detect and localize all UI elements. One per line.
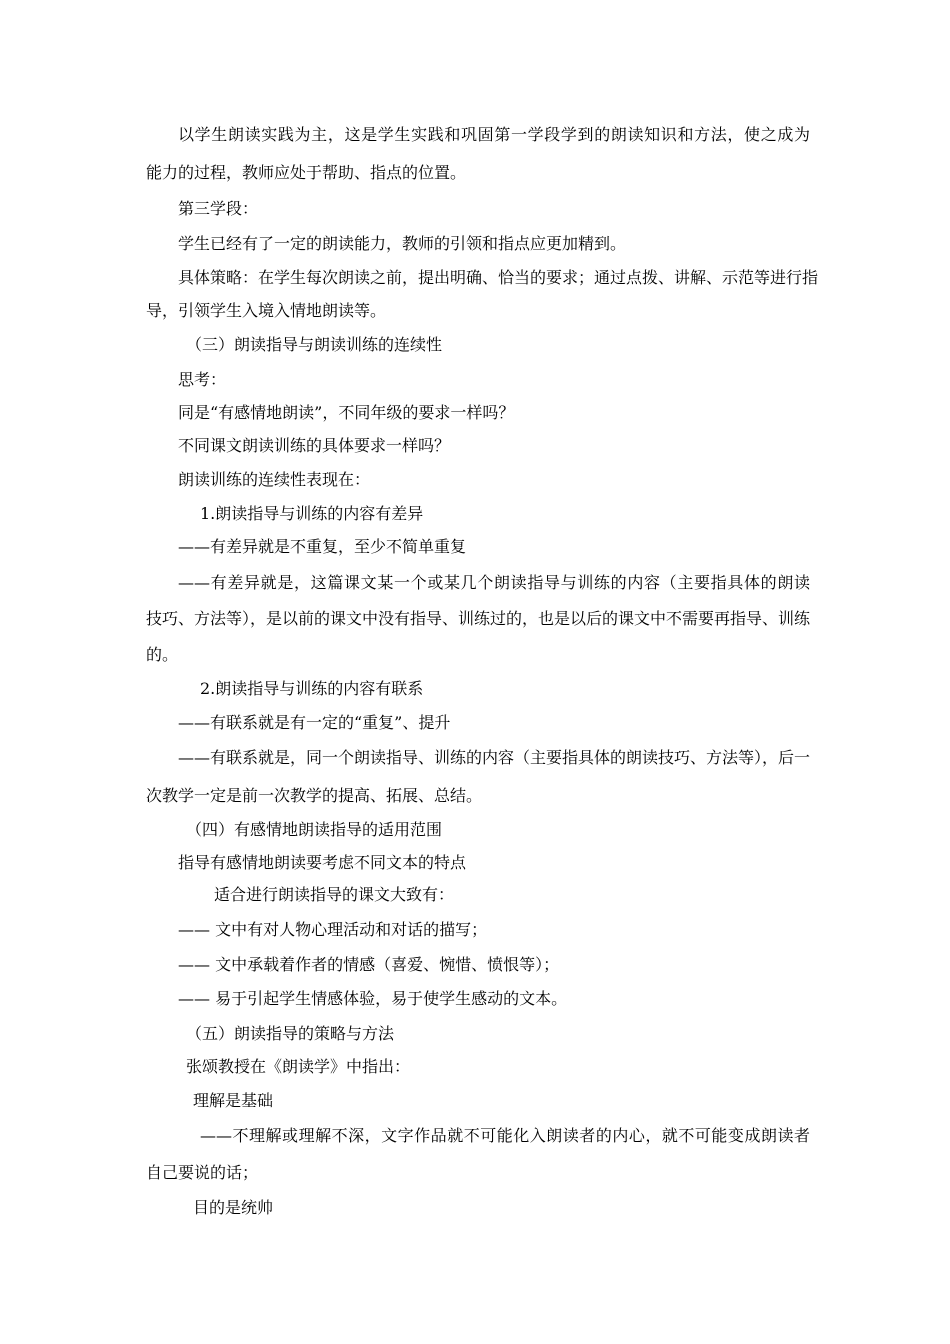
paragraph-line: 次教学一定是前一次教学的提高、拓展、总结。 (146, 786, 483, 805)
paragraph-line: 目的是统帅 (193, 1198, 274, 1217)
paragraph-line: 朗读训练的连续性表现在： (178, 470, 371, 489)
paragraph-line: 第三学段： (178, 199, 259, 218)
section-heading: （三）朗读指导与朗读训练的连续性 (186, 335, 443, 354)
paragraph-line: ——有联系就是，同一个朗读指导、训练的内容（主要指具体的朗读技巧、方法等），后一 (178, 748, 811, 767)
paragraph-line: 自己要说的话； (146, 1163, 259, 1182)
paragraph-line: 指导有感情地朗读要考虑不同文本的特点 (178, 853, 467, 872)
list-item: —— 文中有对人物心理活动和对话的描写； (178, 920, 488, 939)
paragraph-line: 导，引领学生入境入情地朗读等。 (146, 301, 387, 320)
list-item: —— 文中承载着作者的情感（喜爱、惋惜、愤恨等）； (178, 955, 560, 974)
paragraph-line: 思考： (178, 370, 227, 389)
paragraph-line: ——有差异就是，这篇课文某一个或某几个朗读指导与训练的内容（主要指具体的朗读 (178, 573, 810, 592)
paragraph-line: 能力的过程，教师应处于帮助、指点的位置。 (146, 163, 467, 182)
paragraph-line: 张颂教授在《朗读学》中指出： (186, 1057, 411, 1076)
section-heading: （四）有感情地朗读指导的适用范围 (186, 820, 443, 839)
paragraph-line: 的。 (146, 645, 179, 664)
subsection-heading: 2.朗读指导与训练的内容有联系 (200, 679, 424, 698)
paragraph-line: 学生已经有了一定的朗读能力，教师的引领和指点应更加精到。 (178, 234, 627, 253)
paragraph-line: ——有差异就是不重复，至少不简单重复 (178, 537, 467, 556)
paragraph-line: ——不理解或理解不深，文字作品就不可能化入朗读者的内心，就不可能变成朗读者 (200, 1126, 810, 1145)
paragraph-line: 技巧、方法等），是以前的课文中没有指导、训练过的，也是以后的课文中不需要再指导、训练 (146, 609, 811, 628)
paragraph-line: 同是“有感情地朗读”，不同年级的要求一样吗？ (178, 403, 515, 422)
paragraph-line: 具体策略：在学生每次朗读之前，提出明确、恰当的要求；通过点拨、讲解、示范等进行指 (178, 268, 819, 287)
list-item: —— 易于引起学生情感体验，易于使学生感动的文本。 (178, 989, 568, 1008)
paragraph-line: ——有联系就是有一定的“重复”、提升 (178, 713, 451, 732)
paragraph-line: 不同课文朗读训练的具体要求一样吗？ (178, 436, 451, 455)
subsection-heading: 1.朗读指导与训练的内容有差异 (200, 504, 424, 523)
paragraph-line: 理解是基础 (193, 1091, 274, 1110)
section-heading: （五）朗读指导的策略与方法 (186, 1024, 395, 1043)
paragraph-line: 适合进行朗读指导的课文大致有： (214, 885, 455, 904)
paragraph-line: 以学生朗读实践为主，这是学生实践和巩固第一学段学到的朗读知识和方法，使之成为 (178, 125, 810, 144)
